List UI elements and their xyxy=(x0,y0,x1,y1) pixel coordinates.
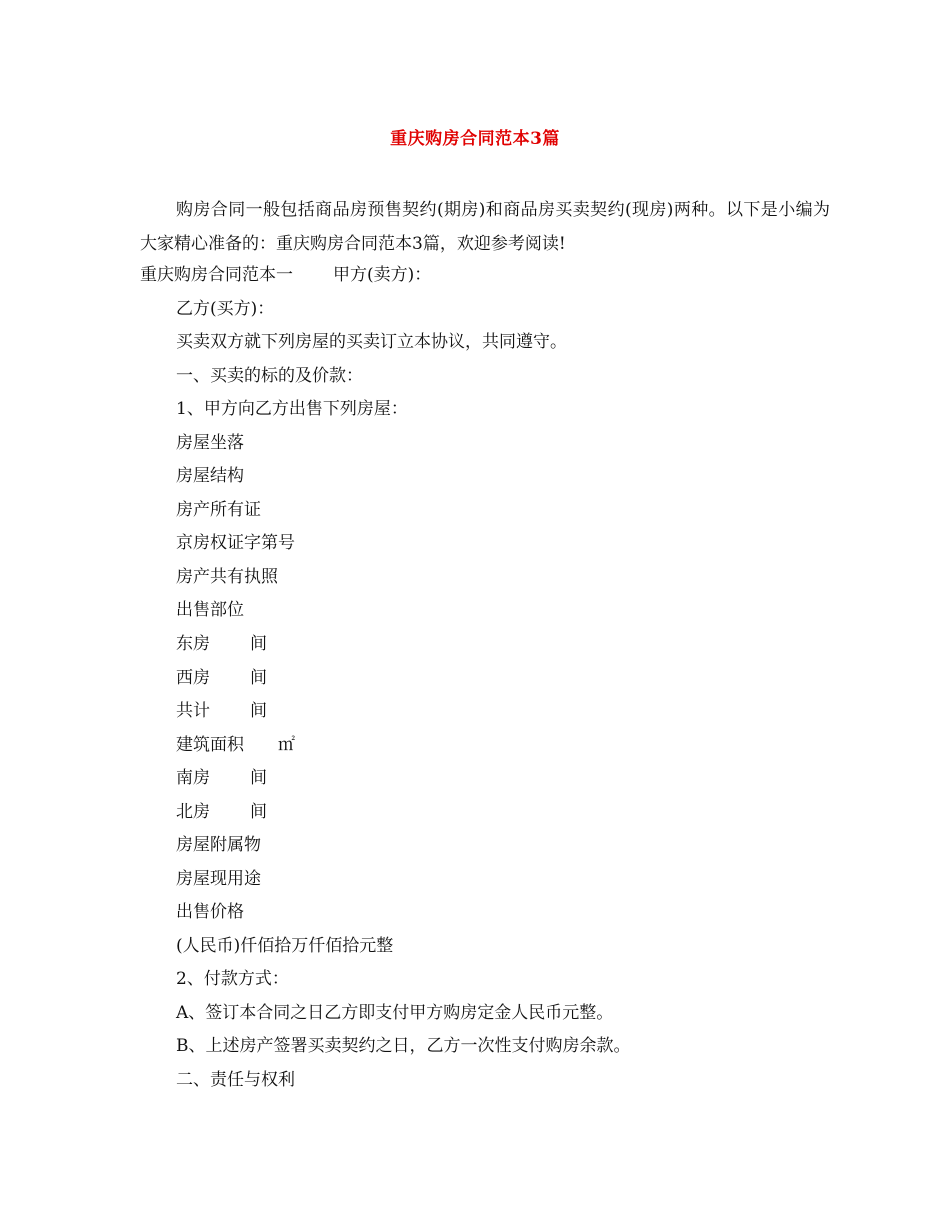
location-field: 房屋坐落 xyxy=(176,433,244,453)
west-room-label: 西房 xyxy=(176,668,210,688)
structure-field: 房屋结构 xyxy=(176,466,244,486)
north-room-line xyxy=(176,801,267,823)
total-room-label: 共计 xyxy=(176,701,210,721)
east-room-unit: 间 xyxy=(250,634,267,654)
total-room-unit: 间 xyxy=(250,701,267,721)
north-room-label: 北房 xyxy=(176,802,210,822)
section-heading: 重庆购房合同范本一 xyxy=(140,265,293,285)
agreement-text: 买卖双方就下列房屋的买卖订立本协议，共同遵守。 xyxy=(176,332,567,352)
north-room-unit: 间 xyxy=(250,802,267,822)
current-use-field: 房屋现用途 xyxy=(176,869,261,889)
co-ownership-field: 房产共有执照 xyxy=(176,567,278,587)
area-label: 建筑面积 xyxy=(176,735,244,755)
clause-2-heading: 二、责任与权利 xyxy=(176,1070,295,1090)
sale-part-field: 出售部位 xyxy=(176,600,244,620)
party-a-label: 甲方(卖方)： xyxy=(333,265,432,285)
area-line xyxy=(176,734,295,756)
price-in-words: (人民币)仟佰拾万仟佰拾元整 xyxy=(176,936,394,956)
intro-paragraph: 购房合同一般包括商品房预售契约(期房)和商品房买卖契约(现房)两种。以下是小编为大家精心准备的：重庆购房合同范本3篇，欢迎参考阅读! xyxy=(140,200,830,254)
section-heading-line xyxy=(140,264,431,286)
document-title: 重庆购房合同范本3篇 xyxy=(390,129,560,149)
clause-1-1: 1、甲方向乙方出售下列房屋： xyxy=(176,399,408,419)
south-room-label: 南房 xyxy=(176,768,210,788)
west-room-line xyxy=(176,667,267,689)
west-room-unit: 间 xyxy=(250,668,267,688)
cert-number-field: 京房权证字第号 xyxy=(176,533,295,553)
area-unit: ㎡ xyxy=(278,735,295,755)
east-room-label: 东房 xyxy=(176,634,210,654)
payment-item-b: B、上述房产签署买卖契约之日，乙方一次性支付购房余款。 xyxy=(176,1036,631,1056)
total-room-line xyxy=(176,700,267,722)
ownership-cert-field: 房产所有证 xyxy=(176,500,261,520)
clause-1-heading: 一、买卖的标的及价款： xyxy=(176,366,363,386)
payment-item-a: A、签订本合同之日乙方即支付甲方购房定金人民币元整。 xyxy=(176,1003,614,1023)
attachments-field: 房屋附属物 xyxy=(176,835,261,855)
payment-heading: 2、付款方式： xyxy=(176,969,289,989)
party-b-label: 乙方(买方)： xyxy=(176,299,275,319)
south-room-line xyxy=(176,767,267,789)
sale-price-field: 出售价格 xyxy=(176,902,244,922)
east-room-line xyxy=(176,633,267,655)
south-room-unit: 间 xyxy=(250,768,267,788)
